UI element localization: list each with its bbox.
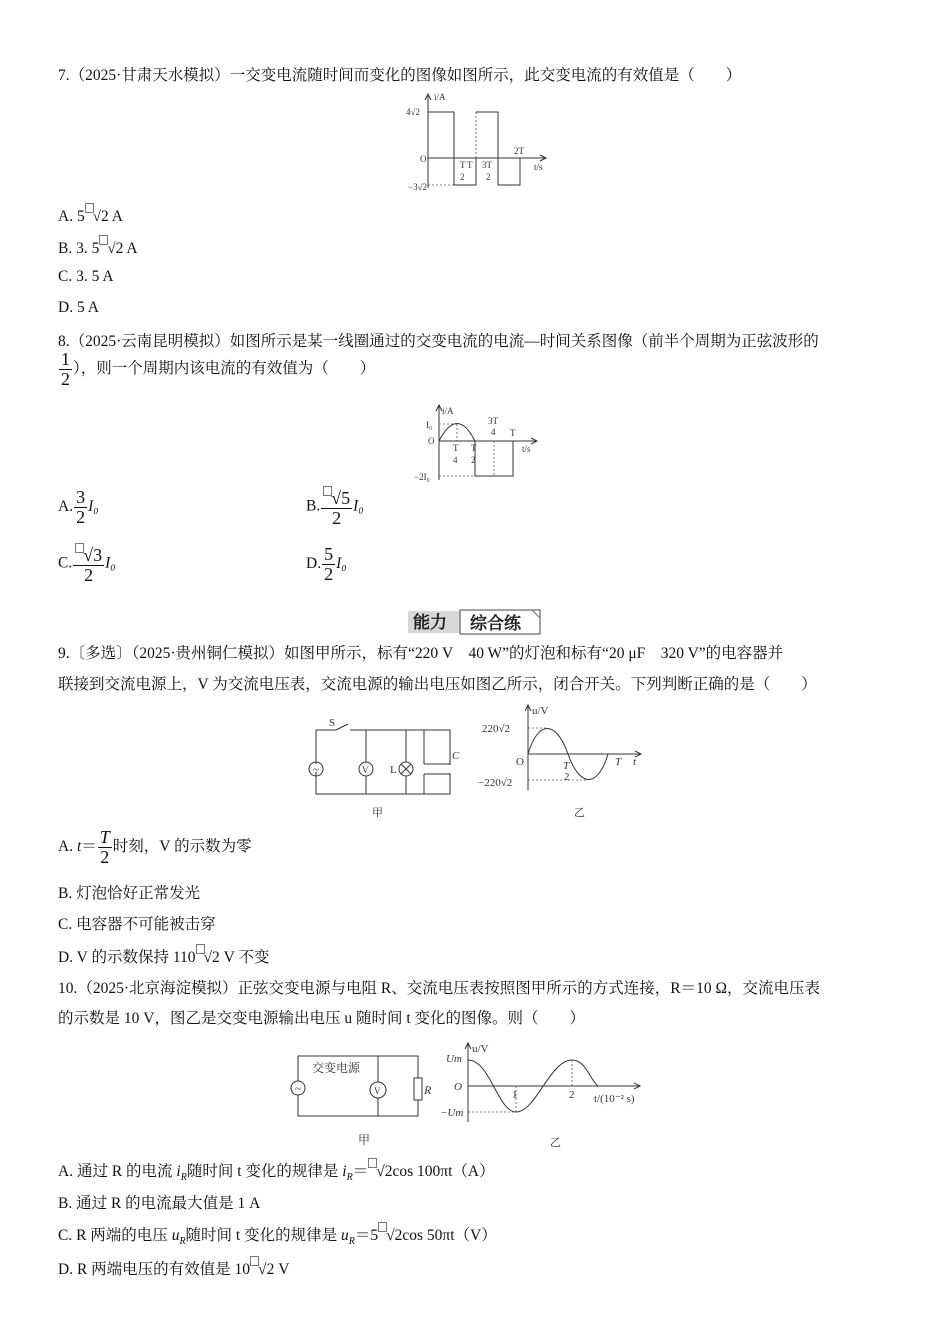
section-header bbox=[408, 608, 544, 636]
q10-stem-1: 10.（2025·北京海淀模拟）正弦交变电源与电阻 R、交流电压表按照图甲所示的方式连接，R＝10 Ω，交流电压表 bbox=[58, 980, 820, 997]
q9-option-a[interactable]: A. t＝ $\frac{T}{2}$ 时刻，V 的示数为零 bbox=[58, 827, 252, 867]
svg-text:−2I₀: −2I₀ bbox=[414, 472, 430, 482]
svg-text:甲: 甲 bbox=[372, 807, 383, 819]
svg-text:2: 2 bbox=[564, 771, 570, 783]
q9-stem-1: 9.〔多选〕（2025·贵州铜仁模拟）如图甲所示，标有“220 V 40 W”的灯泡和标有“20 μF 320 V”的电容器并 bbox=[58, 645, 784, 662]
q9-option-b[interactable]: B. 灯泡恰好正常发光 bbox=[58, 885, 201, 902]
q9-graph-yi bbox=[476, 702, 646, 824]
svg-text:t/s: t/s bbox=[522, 444, 531, 454]
q7-option-c[interactable]: C. 3. 5 A bbox=[58, 268, 114, 285]
svg-text:C: C bbox=[452, 750, 460, 762]
svg-text:乙: 乙 bbox=[550, 1137, 561, 1149]
svg-text:T: T bbox=[510, 428, 516, 438]
svg-text:T: T bbox=[453, 443, 459, 453]
svg-text:O: O bbox=[516, 756, 524, 768]
svg-text:2T: 2T bbox=[514, 146, 524, 156]
svg-text:−220√2: −220√2 bbox=[478, 777, 513, 789]
svg-text:T: T bbox=[460, 160, 466, 170]
svg-text:2: 2 bbox=[471, 455, 476, 465]
q7-ylabel: i/A bbox=[434, 92, 446, 102]
q9-stem-2: 联接到交流电源上，V 为交流电压表，交流电源的输出电压如图乙所示，闭合开关。下列判断正确的是（ ） bbox=[58, 676, 817, 693]
q10-option-a[interactable]: A. 通过 R 的电流 $i_R$随时间 t 变化的规律是 $i_R= √2\cos$ 100πt（A） bbox=[58, 1158, 495, 1183]
q9-option-d[interactable]: D. V 的示数保持 110 √2 V 不变 bbox=[58, 944, 269, 967]
svg-text:V: V bbox=[362, 765, 369, 775]
q8-option-d[interactable]: D. $\frac{5}{2}$ I₀ bbox=[306, 544, 347, 584]
svg-text:O: O bbox=[454, 1081, 462, 1093]
svg-text:t/s: t/s bbox=[534, 162, 543, 172]
svg-text:T: T bbox=[467, 160, 473, 170]
svg-text:i/A: i/A bbox=[442, 406, 454, 416]
svg-text:1: 1 bbox=[512, 1089, 518, 1101]
q7-stem: 7.（2025·甘肃天水模拟）一交变电流随时间而变化的图像如图所示，此交变电流的有效值是（ ） bbox=[58, 67, 742, 84]
svg-text:I₀: I₀ bbox=[426, 420, 433, 430]
svg-text:~: ~ bbox=[295, 1083, 301, 1095]
q7-option-b[interactable]: B. 3. 5 √2 A bbox=[58, 235, 138, 258]
svg-text:~: ~ bbox=[313, 764, 319, 776]
svg-text:乙: 乙 bbox=[574, 807, 585, 819]
q8-option-b[interactable]: B. $\frac{√5}{2}$ I₀ bbox=[306, 488, 364, 528]
svg-text:S: S bbox=[329, 717, 336, 729]
svg-text:4: 4 bbox=[453, 455, 458, 465]
q8-graph bbox=[412, 402, 542, 482]
q8-stem-a: 8.（2025·云南昆明模拟）如图所示是某一线圈通过的交变电流的电流—时间关系图像（前半个周期为正弦波形的 bbox=[58, 333, 819, 350]
q10-option-b[interactable]: B. 通过 R 的电流最大值是 1 A bbox=[58, 1195, 261, 1212]
q10-stem-2: 的示数是 10 V，图乙是交变电源输出电压 u 随时间 t 变化的图像。则（ ） bbox=[58, 1010, 586, 1027]
svg-text:4: 4 bbox=[491, 427, 496, 437]
q7-bottom: −3√2 bbox=[408, 182, 428, 192]
svg-text:t/(10⁻² s): t/(10⁻² s) bbox=[594, 1093, 635, 1105]
svg-text:220√2: 220√2 bbox=[482, 723, 511, 735]
q10-graph-yi bbox=[440, 1040, 650, 1150]
q7-top: 4√2 bbox=[406, 107, 420, 117]
svg-text:T: T bbox=[615, 756, 622, 768]
q8-stem-b: $\frac{1}{2}$ ），则一个周期内该电流的有效值为（ ） bbox=[61, 349, 376, 389]
svg-text:u/V: u/V bbox=[472, 1043, 489, 1055]
q9-option-c[interactable]: C. 电容器不可能被击穿 bbox=[58, 916, 216, 933]
svg-text:2: 2 bbox=[569, 1089, 575, 1101]
svg-text:t: t bbox=[633, 756, 637, 768]
q7-graph bbox=[398, 90, 558, 194]
q8-option-c[interactable]: C. $\frac{√3}{2}$ I₀ bbox=[58, 545, 116, 585]
q7-origin: O bbox=[420, 154, 427, 164]
svg-text:O: O bbox=[428, 436, 435, 446]
q7-option-d[interactable]: D. 5 A bbox=[58, 299, 99, 316]
svg-text:2: 2 bbox=[486, 172, 491, 182]
svg-text:L: L bbox=[390, 764, 397, 776]
svg-text:3T: 3T bbox=[488, 416, 498, 426]
svg-text:V: V bbox=[374, 1086, 381, 1096]
svg-text:R: R bbox=[424, 1083, 432, 1097]
q9-circuit-jia bbox=[300, 712, 470, 824]
q10-option-c[interactable]: C. R 两端的电压 $u_R$随时间 t 变化的规律是 $u_R=5$ √2cos 50πt（V） bbox=[58, 1222, 497, 1247]
svg-text:甲: 甲 bbox=[358, 1133, 371, 1147]
q7-option-a[interactable]: A. 5 √2 A bbox=[58, 203, 123, 226]
svg-text:T: T bbox=[563, 760, 570, 772]
q10-circuit-jia bbox=[290, 1048, 440, 1150]
svg-text:能力: 能力 bbox=[413, 613, 447, 633]
q10-option-d[interactable]: D. R 两端电压的有效值是 10 √2 V bbox=[58, 1256, 289, 1279]
q8-option-a[interactable]: A. $\frac{3}{2}$ I₀ bbox=[58, 487, 99, 527]
svg-text:2: 2 bbox=[460, 172, 465, 182]
svg-text:交变电源: 交变电源 bbox=[312, 1061, 361, 1075]
svg-text:3T: 3T bbox=[482, 160, 492, 170]
svg-text:−Um: −Um bbox=[440, 1107, 464, 1119]
svg-text:u/V: u/V bbox=[532, 705, 549, 717]
svg-text:Um: Um bbox=[446, 1053, 462, 1065]
svg-text:T: T bbox=[471, 443, 477, 453]
svg-text:综合练: 综合练 bbox=[470, 614, 521, 634]
